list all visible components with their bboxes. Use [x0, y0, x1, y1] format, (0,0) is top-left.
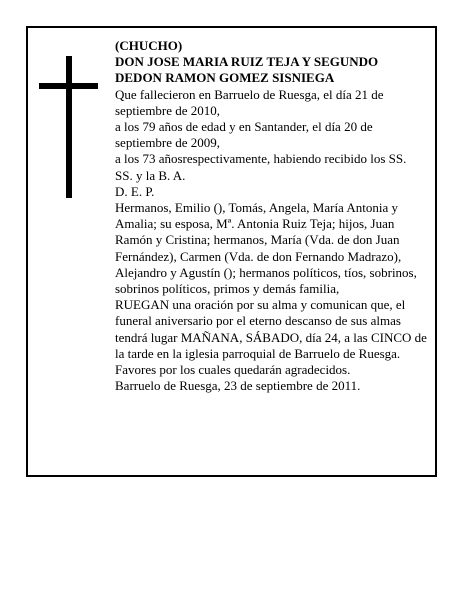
family-list: Hermanos, Emilio (), Tomás, Angela, María Antonia y Amalia; su esposa, Mª. Antonia Ruiz Teja; hijos, Juan Ramón y Cristina; hermanos, María (Vda. de don Juan Fernández), Carmen (Vda. de don Fernando Madrazo), Alejandro y Agustín (); hermanos políticos, tíos, sobrinos, sobrinos políticos, primos y demás familia,: [115, 200, 417, 297]
death-details-1: Que fallecieron en Barruelo de Ruesga, el día 21 de septiembre de 2010,: [115, 86, 384, 118]
deceased-names: DON JOSE MARIA RUIZ TEJA Y SEGUNDO DEDON RAMON GOMEZ SISNIEGA: [115, 54, 379, 86]
cross-horizontal-bar: [39, 83, 98, 89]
obituary-notice: [26, 26, 437, 477]
dep-line: D. E. P.: [115, 183, 155, 199]
death-details-2: a los 79 años de edad y en Santander, el día 20 de septiembre de 2009,: [115, 119, 373, 151]
funeral-request: RUEGAN una oración por su alma y comunican que, el funeral aniversario por el eterno descanso de sus almas tendrá lugar MAÑANA, SÁBADO, día 24, a las CINCO de la tarde en la iglesia parroquial de Barruelo de Ruesga. Favores por los cuales quedarán agradecidos.: [115, 297, 427, 378]
death-details-3: a los 73 añosrespectivamente, habiendo recibido los SS. SS. y la B. A.: [115, 151, 407, 183]
deceased-nickname: (CHUCHO): [115, 38, 183, 53]
place-and-date: Barruelo de Ruesga, 23 de septiembre de 2011.: [115, 378, 361, 394]
notice-text: [115, 38, 427, 394]
cross-vertical-bar: [66, 56, 72, 198]
